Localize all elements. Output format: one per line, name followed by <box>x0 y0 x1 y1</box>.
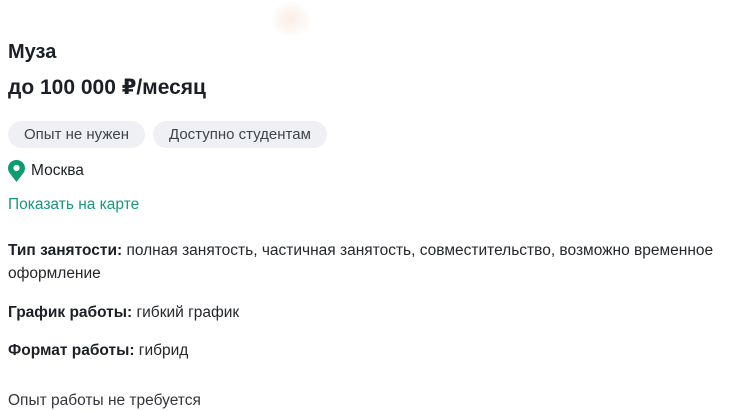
vacancy-content <box>0 40 730 411</box>
decorative-blob <box>271 1 311 37</box>
detail-employment-type <box>8 239 722 285</box>
detail-schedule-value: гибкий график <box>136 303 240 321</box>
badge-no-experience: Опыт не нужен <box>8 121 145 148</box>
detail-employment-type-value: полная занятость, частичная занятость, совместительство, возможно временное оформление <box>8 242 714 283</box>
detail-work-format-value: гибрид <box>138 342 189 360</box>
location-row <box>8 159 722 183</box>
badge-list <box>8 121 722 148</box>
detail-schedule-label: График работы: <box>8 303 133 321</box>
badge-students-welcome: Доступно студентам <box>153 121 327 148</box>
experience-note: Опыт работы не требуется <box>8 392 201 410</box>
vacancy-title: Муза <box>8 41 57 63</box>
show-on-map-link[interactable]: Показать на карте <box>8 196 140 214</box>
vacancy-details <box>8 239 722 362</box>
location-city: Москва <box>31 162 84 180</box>
vacancy-salary: до 100 000 ₽/месяц <box>8 76 206 99</box>
detail-work-format <box>8 339 722 362</box>
location-pin-icon <box>8 160 25 182</box>
detail-work-format-label: Формат работы: <box>8 342 135 360</box>
detail-schedule <box>8 301 722 324</box>
detail-employment-type-label: Тип занятости: <box>8 242 123 260</box>
